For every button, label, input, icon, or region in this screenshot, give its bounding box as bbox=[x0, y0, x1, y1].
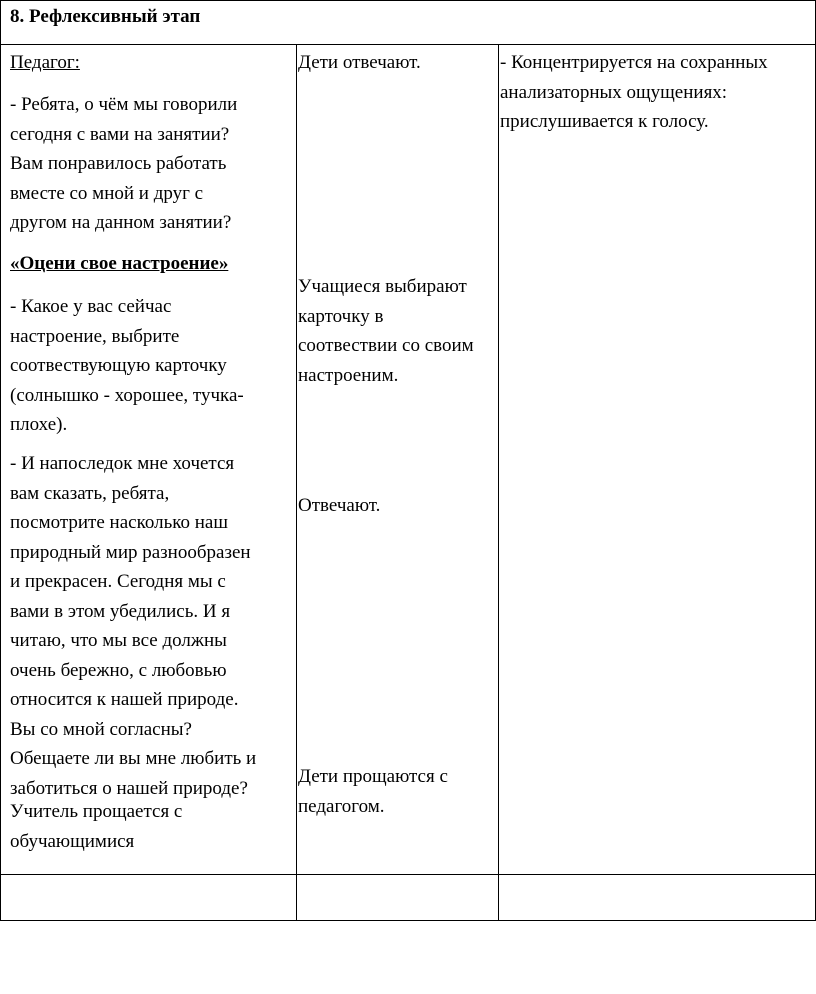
teacher-question-2 bbox=[10, 292, 244, 440]
table-divider-col1 bbox=[296, 44, 297, 921]
children-answer-4 bbox=[298, 762, 448, 821]
text-line: сегодня с вами на занятии? bbox=[10, 123, 230, 145]
text-line: настроеним. bbox=[298, 364, 399, 386]
text-line: Учитель прощается с bbox=[10, 801, 183, 822]
text-line: соотвествующую карточку bbox=[10, 355, 227, 376]
text-line: Обещаете ли вы мне любить и bbox=[10, 748, 257, 769]
table-border-header bbox=[0, 44, 816, 45]
text-line: - Какое у вас сейчас bbox=[10, 296, 172, 317]
text-line: настроение, выбрите bbox=[10, 325, 180, 347]
text-line: и прекрасен. Сегодня мы с bbox=[10, 571, 226, 592]
text-line: Учащиеся выбирают bbox=[298, 276, 467, 297]
text-line: прислушивается к голосу. bbox=[500, 111, 709, 132]
text-line: заботиться о нашей природе? bbox=[10, 777, 248, 799]
text-line: относится к нашей природе. bbox=[10, 689, 239, 710]
section-title: 8. Рефлексивный этап bbox=[10, 6, 201, 27]
text-line: - Концентрируется на сохранных bbox=[500, 52, 768, 73]
text-line: Вам понравилось работать bbox=[10, 153, 227, 174]
table-border-top bbox=[0, 0, 816, 1]
text-line: вместе со мной и друг с bbox=[10, 182, 204, 204]
text-line: посмотрите насколько наш bbox=[10, 512, 228, 533]
text-line: Дети прощаются с bbox=[298, 766, 448, 787]
text-line: - И напоследок мне хочется bbox=[10, 453, 235, 474]
text-line: педагогом. bbox=[298, 795, 385, 817]
text-line: - Ребята, о чём мы говорили bbox=[10, 94, 238, 115]
table-border-row1-bottom bbox=[0, 874, 816, 875]
text-line: читаю, что мы все должны bbox=[10, 630, 227, 651]
activity-title: «Оцени свое настроение» bbox=[10, 253, 229, 274]
text-line: соотвествии со своим bbox=[298, 335, 474, 356]
text-line: Вы со мной согласны? bbox=[10, 718, 192, 740]
teacher-question-3 bbox=[10, 449, 256, 803]
children-answer-3: Отвечают. bbox=[298, 495, 381, 516]
text-line: вами в этом убедились. И я bbox=[10, 600, 231, 622]
notes-text bbox=[500, 48, 768, 137]
table-divider-col2 bbox=[498, 44, 499, 921]
table-border-left bbox=[0, 0, 1, 921]
teacher-label: Педагог: bbox=[10, 52, 80, 73]
teacher-question-1 bbox=[10, 90, 237, 238]
text-line: карточку в bbox=[298, 305, 384, 327]
text-line: (солнышко - хорошее, тучка- bbox=[10, 384, 244, 406]
text-line: вам сказать, ребята, bbox=[10, 482, 170, 504]
table-border-bottom bbox=[0, 920, 816, 921]
text-line: плохе). bbox=[10, 414, 68, 435]
text-line: очень бережно, с любовью bbox=[10, 659, 227, 681]
children-answer-1: Дети отвечают. bbox=[298, 52, 421, 73]
text-line: анализаторных ощущениях: bbox=[500, 81, 728, 103]
text-line: обучающимися bbox=[10, 830, 135, 852]
text-line: другом на данном занятии? bbox=[10, 212, 232, 233]
text-line: природный мир разнообразен bbox=[10, 541, 251, 563]
children-answer-2 bbox=[298, 272, 474, 390]
teacher-closing bbox=[10, 797, 182, 856]
